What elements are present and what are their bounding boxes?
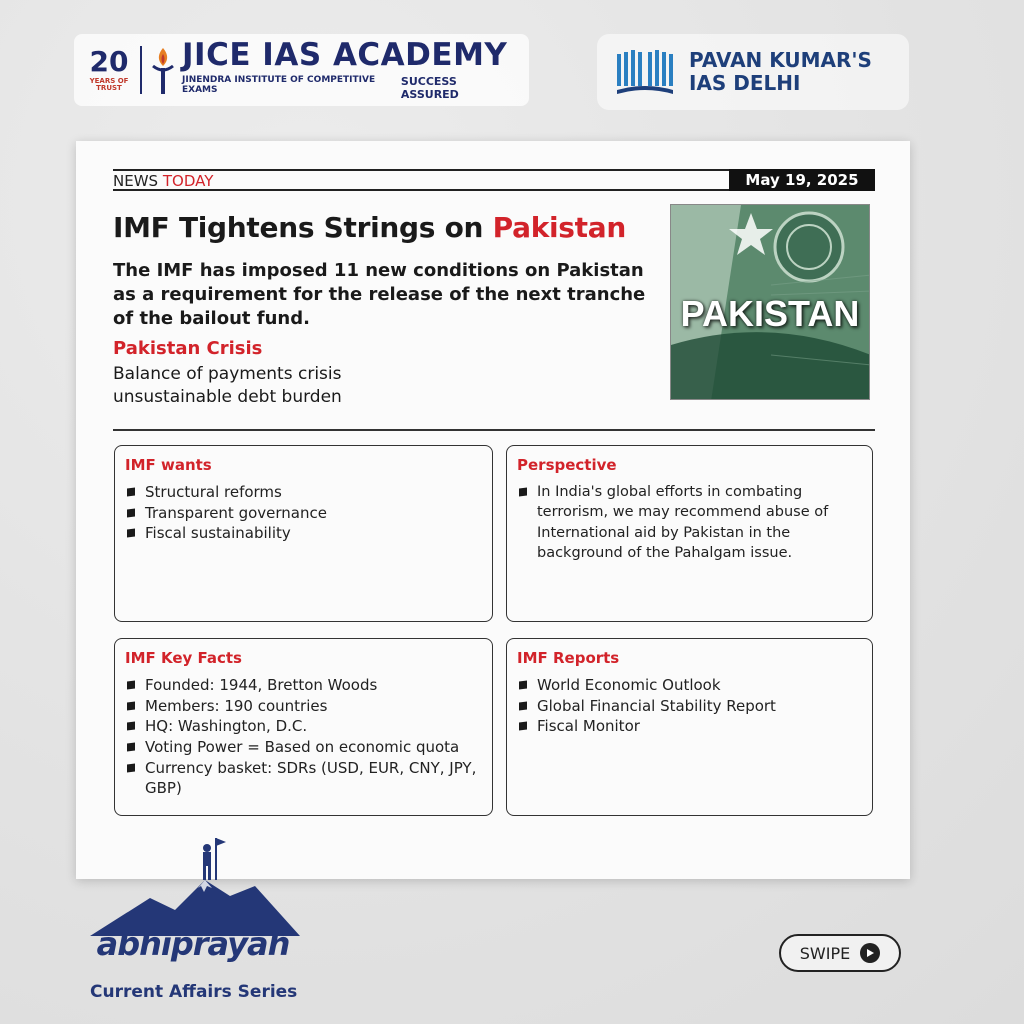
pavan-kumar-logo: [597, 34, 909, 110]
reports-title: IMF Reports: [517, 649, 620, 667]
list-item: Founded: 1944, Bretton Woods: [125, 675, 482, 696]
image-caption: PAKISTAN: [680, 293, 860, 334]
imf-wants-box: [114, 445, 493, 622]
imf-key-facts-box: [114, 638, 493, 816]
date-badge: May 19, 2025: [729, 169, 875, 191]
imf-reports-box: [506, 638, 873, 816]
pavan-line1: PAVAN KUMAR'S: [689, 48, 872, 72]
swipe-label: SWIPE: [799, 943, 851, 963]
section-highlight: TODAY: [162, 172, 214, 190]
perspective-title: Perspective: [517, 456, 617, 474]
years-badge: [84, 45, 134, 92]
years-text: YEARS OF TRUST: [89, 77, 129, 92]
lead-paragraph: The IMF has imposed 11 new conditions on Pakistan as a requirement for the release of the next tranche of the bailout fund.: [113, 260, 646, 329]
list-item: Transparent governance: [125, 503, 482, 524]
list-item: Fiscal sustainability: [125, 523, 482, 544]
list-item: Global Financial Stability Report: [517, 696, 862, 717]
list-item: In India's global efforts in combating terrorism, we may recommend abuse of International aid by Pakistan in the background of the Pahalgam issue.: [517, 482, 862, 563]
torch-icon: [148, 44, 178, 96]
crisis-lines: [113, 363, 342, 409]
list-item: HQ: Washington, D.C.: [125, 716, 482, 737]
pavan-line2: IAS DELHI: [689, 71, 801, 95]
jice-subtitle: JINENDRA INSTITUTE OF COMPETITIVE EXAMS: [182, 74, 376, 95]
list-item: Structural reforms: [125, 482, 482, 503]
years-number: 20: [89, 45, 129, 78]
section-prefix: NEWS: [113, 172, 159, 190]
jice-logo: [74, 34, 529, 106]
imf-wants-title: IMF wants: [125, 456, 212, 474]
section-divider: [113, 429, 875, 431]
headline-prefix: IMF Tightens Strings on: [113, 211, 484, 244]
logo-divider: [140, 46, 142, 94]
jice-title-rest: IAS ACADEMY: [262, 36, 508, 73]
list-item: Voting Power = Based on economic quota: [125, 737, 482, 758]
jice-title-main: JICE: [182, 36, 251, 73]
pakistan-imf-image: [670, 204, 870, 400]
list-item: Members: 190 countries: [125, 696, 482, 717]
crisis-line: Balance of payments crisis: [113, 364, 342, 384]
news-topbar: [113, 169, 875, 191]
list-item: World Economic Outlook: [517, 675, 862, 696]
news-card: [76, 141, 910, 879]
jice-tagline: SUCCESS ASSURED: [400, 74, 459, 101]
list-item: Fiscal Monitor: [517, 716, 862, 737]
series-label: Current Affairs Series: [90, 982, 298, 1002]
mountain-climber-icon: [80, 836, 310, 1006]
jice-title: [182, 36, 512, 73]
swipe-button[interactable]: [779, 934, 901, 972]
list-item: Currency basket: SDRs (USD, EUR, CNY, JPY, GBP): [125, 758, 482, 799]
section-label: [113, 172, 213, 190]
key-facts-title: IMF Key Facts: [125, 649, 242, 667]
crisis-line: unsustainable debt burden: [113, 386, 342, 407]
headline: [113, 211, 626, 244]
abhiprayah-brand: abhiprayah: [96, 925, 290, 963]
crisis-title: Pakistan Crisis: [113, 338, 263, 359]
play-arrow-icon: [860, 943, 880, 963]
perspective-box: [506, 445, 873, 622]
book-icon: [615, 48, 675, 96]
headline-highlight: Pakistan: [492, 211, 626, 244]
